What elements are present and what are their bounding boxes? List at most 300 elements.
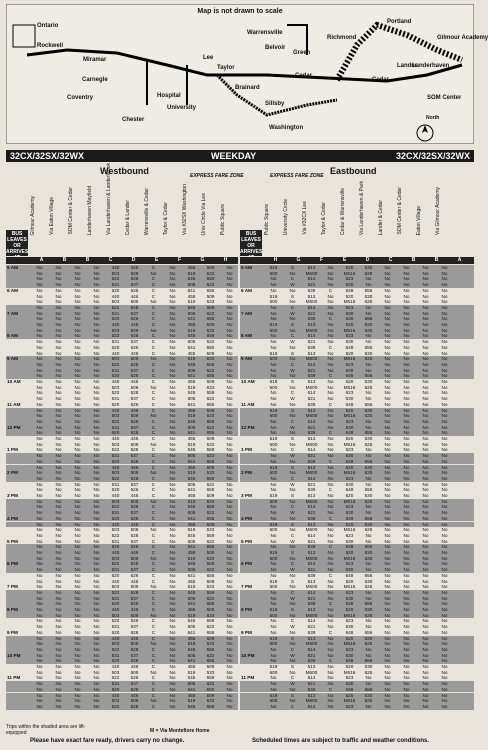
time-cell: No	[327, 641, 334, 647]
time-cell: No	[403, 282, 410, 288]
time-cell: 639	[307, 629, 316, 635]
time-cell: No	[36, 413, 43, 419]
time-cell: No	[270, 658, 277, 664]
time-cell: 623	[345, 390, 354, 396]
time-cell: No	[403, 287, 410, 293]
time-cell: No	[403, 612, 410, 618]
time-cell: No	[226, 515, 233, 521]
time-cell: No	[289, 487, 296, 493]
time-cell: 519	[269, 265, 278, 270]
time-cell: No	[422, 646, 429, 652]
time-cell: W	[290, 282, 295, 288]
time-cell: No	[422, 624, 429, 630]
time-cell: 545	[187, 646, 196, 652]
time-cell: 621	[307, 481, 316, 487]
time-cell: No	[74, 299, 81, 305]
time-cell: C	[151, 703, 156, 709]
time-cell: No	[403, 310, 410, 316]
time-cell: No	[403, 470, 410, 476]
time-cell: No	[384, 698, 391, 704]
time-cell: No	[55, 464, 62, 470]
time-cell: 630	[345, 538, 354, 544]
time-cell: No	[422, 430, 429, 436]
time-cell: No	[93, 276, 100, 282]
time-cell: M600	[305, 555, 318, 561]
time-cell: No	[93, 515, 100, 521]
time-cell: No	[422, 601, 429, 607]
time-cell: No	[422, 652, 429, 658]
time-cell: 509	[130, 470, 139, 476]
time-cell: 533	[206, 270, 215, 276]
time-cell: No	[93, 282, 100, 288]
time-cell: S	[290, 379, 295, 384]
time-cell: No	[441, 521, 448, 527]
time-cell: No	[93, 607, 100, 612]
time-cell: 648	[345, 601, 354, 607]
time-cell: 509	[130, 641, 139, 647]
time-cell: No	[55, 686, 62, 692]
time-cell: No	[36, 538, 43, 544]
time-cell: No	[289, 384, 296, 390]
time-cell: No	[422, 350, 429, 356]
hour-label: 11 PM	[241, 675, 255, 681]
east-column-header: Taylor & Cedar	[321, 201, 327, 235]
time-cell: 520	[345, 293, 354, 299]
map-label: Hospital	[157, 93, 181, 99]
map-label: SOM Center	[427, 95, 462, 101]
time-cell: No	[226, 265, 233, 270]
time-cell: 519	[187, 584, 196, 590]
time-cell: No	[55, 424, 62, 430]
map-label: Taylor	[217, 65, 235, 71]
time-cell: 655	[206, 316, 215, 322]
column-letter: A	[39, 257, 44, 263]
time-cell: S	[290, 293, 295, 299]
time-cell: No	[226, 538, 233, 544]
time-cell: 648	[345, 544, 354, 550]
time-cell: No	[55, 504, 62, 510]
time-cell: No	[422, 515, 429, 521]
time-cell: No	[55, 703, 62, 709]
time-cell: No	[422, 333, 429, 339]
time-cell: No	[93, 692, 100, 698]
time-cell: No	[55, 418, 62, 424]
time-cell: No	[384, 567, 391, 573]
time-cell: No	[169, 304, 176, 310]
time-cell: No	[403, 339, 410, 345]
hour-label: 11 AM	[241, 401, 255, 407]
column-letter: E	[342, 257, 347, 263]
time-cell: No	[403, 316, 410, 322]
time-cell: No	[441, 515, 448, 521]
time-cell: 559	[206, 361, 215, 367]
time-cell: No	[384, 475, 391, 481]
time-cell: C	[151, 550, 156, 555]
time-cell: 630	[345, 310, 354, 316]
time-cell: 622	[206, 538, 215, 544]
time-cell: No	[55, 367, 62, 373]
time-cell: 545	[187, 390, 196, 396]
time-cell: No	[441, 550, 448, 555]
time-cell: No	[226, 504, 233, 510]
time-cell: No	[403, 379, 410, 384]
time-cell: No	[384, 379, 391, 384]
time-cell: No	[441, 567, 448, 573]
time-cell: 530	[364, 521, 373, 527]
map-label: Cedar	[372, 77, 390, 83]
time-cell: No	[226, 436, 233, 441]
time-cell: No	[36, 350, 43, 356]
time-cell: No	[93, 344, 100, 350]
time-cell: No	[36, 487, 43, 493]
time-cell: No	[403, 407, 410, 413]
time-cell: 621	[307, 282, 316, 288]
column-letter: E	[154, 257, 159, 263]
time-cell: 656	[364, 430, 373, 436]
time-cell: 455	[187, 293, 196, 299]
time-cell: No	[403, 401, 410, 407]
time-cell: No	[384, 504, 391, 510]
time-cell: No	[36, 322, 43, 327]
time-cell: No	[327, 384, 334, 390]
eastbound-title: Eastbound	[330, 166, 377, 176]
time-cell: No	[55, 475, 62, 481]
time-cell: No	[74, 413, 81, 419]
time-cell: No	[270, 282, 277, 288]
time-cell: 600	[269, 384, 278, 390]
time-cell: No	[403, 664, 410, 669]
time-cell: C	[151, 589, 156, 595]
time-cell: No	[365, 681, 372, 687]
hour-label: 7 PM	[7, 584, 18, 590]
time-cell: No	[150, 612, 157, 618]
time-cell: 509	[130, 270, 139, 276]
time-cell: No	[36, 612, 43, 618]
time-cell: No	[74, 601, 81, 607]
time-cell: No	[365, 646, 372, 652]
time-cell: No	[74, 658, 81, 664]
time-cell: 639	[307, 373, 316, 379]
time-cell: 528	[130, 447, 139, 453]
time-cell: No	[150, 356, 157, 362]
time-cell: No	[289, 572, 296, 578]
time-cell: No	[55, 384, 62, 390]
time-cell: 513	[307, 350, 316, 356]
time-cell: 446	[130, 578, 139, 584]
time-cell: No	[36, 265, 43, 270]
time-cell: 520	[345, 607, 354, 612]
column-letter: B	[85, 257, 90, 263]
time-cell: No	[226, 350, 233, 356]
time-cell: No	[384, 675, 391, 681]
time-cell: No	[74, 567, 81, 573]
time-cell: No	[169, 567, 176, 573]
time-cell: No	[169, 287, 176, 293]
time-cell: 648	[345, 572, 354, 578]
time-cell: 648	[345, 430, 354, 436]
time-cell: C	[328, 572, 333, 578]
time-cell: 520	[345, 550, 354, 555]
time-cell: No	[55, 561, 62, 567]
time-cell: 620	[111, 629, 120, 635]
time-cell: C	[290, 475, 295, 481]
time-cell: 600	[269, 299, 278, 305]
time-cell: No	[226, 390, 233, 396]
time-cell: No	[74, 504, 81, 510]
time-cell: No	[422, 453, 429, 459]
time-cell: 513	[307, 322, 316, 327]
time-cell: C	[151, 493, 156, 498]
time-cell: 656	[364, 572, 373, 578]
time-cell: No	[93, 304, 100, 310]
time-cell: No	[93, 413, 100, 419]
time-cell: No	[55, 373, 62, 379]
time-cell: No	[36, 344, 43, 350]
time-cell: 520	[345, 464, 354, 470]
time-cell: No	[327, 567, 334, 573]
time-cell: No	[289, 270, 296, 276]
map-label: Landerhaven	[412, 63, 450, 69]
time-cell: No	[36, 510, 43, 516]
west-column-header: Landerhaven Mayfield	[87, 185, 93, 235]
time-cell: 559	[206, 532, 215, 538]
time-cell: No	[441, 339, 448, 345]
time-cell: 623	[345, 504, 354, 510]
time-cell: 625	[364, 641, 373, 647]
time-cell: 639	[307, 316, 316, 322]
time-cell: No	[36, 544, 43, 550]
time-cell: 509	[206, 521, 215, 527]
time-cell: 530	[364, 635, 373, 641]
time-cell: No	[93, 430, 100, 436]
time-cell: 620	[111, 344, 120, 350]
time-cell: 455	[187, 692, 196, 698]
time-cell: 655	[206, 601, 215, 607]
time-cell: No	[422, 686, 429, 692]
time-cell: 533	[206, 612, 215, 618]
time-cell: No	[270, 618, 277, 624]
time-cell: 528	[130, 675, 139, 681]
time-cell: No	[422, 265, 429, 270]
time-cell: 509	[130, 555, 139, 561]
time-cell: C	[290, 504, 295, 510]
time-cell: No	[74, 379, 81, 384]
time-cell: No	[226, 703, 233, 709]
time-cell: No	[270, 561, 277, 567]
time-cell: 600	[269, 441, 278, 447]
time-cell: No	[384, 270, 391, 276]
time-cell: No	[36, 339, 43, 345]
time-cell: No	[365, 703, 372, 709]
time-cell: No	[169, 504, 176, 510]
time-cell: No	[270, 487, 277, 493]
time-cell: No	[169, 322, 176, 327]
time-cell: 509	[130, 299, 139, 305]
time-cell: C	[151, 532, 156, 538]
shaded-footnote: Trips within the shaded area are lift-equipped	[6, 724, 86, 736]
time-cell: No	[226, 373, 233, 379]
time-cell: C	[151, 681, 156, 687]
time-cell: M600	[305, 527, 318, 533]
west-column-header: Taylor & Cedar	[163, 201, 169, 235]
time-cell: No	[169, 641, 176, 647]
time-cell: No	[74, 447, 81, 453]
time-cell: 622	[206, 510, 215, 516]
time-cell: No	[150, 299, 157, 305]
time-cell: No	[55, 629, 62, 635]
time-cell: 537	[130, 652, 139, 658]
time-cell: No	[441, 350, 448, 356]
time-cell: No	[403, 624, 410, 630]
time-cell: No	[169, 293, 176, 299]
time-cell: No	[327, 333, 334, 339]
time-cell: No	[55, 481, 62, 487]
time-cell: No	[36, 641, 43, 647]
time-cell: 503	[111, 584, 120, 590]
time-cell: No	[441, 407, 448, 413]
time-cell: No	[169, 470, 176, 476]
time-cell: 620	[111, 458, 120, 464]
time-cell: 545	[187, 304, 196, 310]
time-cell: No	[74, 675, 81, 681]
time-cell: No	[289, 287, 296, 293]
time-cell: C	[151, 618, 156, 624]
time-cell: No	[226, 287, 233, 293]
time-cell: No	[422, 276, 429, 282]
time-cell: C	[151, 276, 156, 282]
time-cell: 528	[130, 646, 139, 652]
time-cell: 656	[364, 601, 373, 607]
time-cell: No	[441, 436, 448, 441]
time-cell: No	[93, 361, 100, 367]
time-cell: 623	[345, 646, 354, 652]
time-cell: No	[74, 624, 81, 630]
time-cell: 509	[130, 612, 139, 618]
time-cell: 545	[187, 561, 196, 567]
time-cell: 641	[187, 344, 196, 350]
column-letter: C	[388, 257, 393, 263]
time-cell: No	[384, 333, 391, 339]
time-cell: No	[384, 601, 391, 607]
time-cell: No	[384, 407, 391, 413]
time-cell: 625	[364, 555, 373, 561]
time-cell: No	[384, 316, 391, 322]
time-cell: 648	[345, 487, 354, 493]
time-cell: No	[93, 396, 100, 402]
time-cell: 455	[187, 578, 196, 584]
time-cell: No	[403, 572, 410, 578]
time-cell: No	[36, 401, 43, 407]
time-cell: No	[441, 669, 448, 675]
time-cell: No	[150, 527, 157, 533]
time-cell: No	[441, 681, 448, 687]
time-cell: No	[384, 356, 391, 362]
time-cell: C	[290, 418, 295, 424]
time-cell: 655	[206, 430, 215, 436]
time-cell: 625	[364, 299, 373, 305]
time-cell: 446	[130, 350, 139, 356]
time-cell: 503	[111, 413, 120, 419]
time-cell: 440	[111, 436, 120, 441]
west-letter-row	[6, 257, 238, 264]
time-cell: No	[327, 356, 334, 362]
time-cell: 455	[187, 664, 196, 669]
time-cell: No	[169, 515, 176, 521]
time-cell: No	[422, 567, 429, 573]
time-cell: No	[403, 538, 410, 544]
time-cell: No	[289, 327, 296, 333]
time-cell: No	[93, 356, 100, 362]
time-cell: 605	[187, 367, 196, 373]
time-cell: No	[403, 550, 410, 555]
time-cell: 531	[111, 538, 120, 544]
time-cell: 520	[345, 407, 354, 413]
time-cell: No	[150, 470, 157, 476]
time-cell: 625	[364, 498, 373, 504]
time-cell: S	[290, 322, 295, 327]
time-cell: No	[384, 624, 391, 630]
time-cell: 531	[111, 681, 120, 687]
time-cell: No	[169, 595, 176, 601]
time-cell: No	[441, 361, 448, 367]
time-cell: 622	[206, 652, 215, 658]
time-cell: 614	[307, 561, 316, 567]
time-cell: No	[403, 658, 410, 664]
map-label: Chester	[122, 117, 145, 123]
time-cell: No	[327, 646, 334, 652]
time-cell: 639	[307, 686, 316, 692]
time-cell: 639	[307, 572, 316, 578]
time-cell: 639	[307, 601, 316, 607]
time-cell: No	[289, 498, 296, 504]
time-cell: 641	[187, 601, 196, 607]
time-cell: No	[422, 675, 429, 681]
time-cell: No	[55, 401, 62, 407]
time-cell: 503	[111, 470, 120, 476]
time-cell: 620	[111, 487, 120, 493]
time-cell: 522	[111, 333, 120, 339]
time-cell: No	[55, 322, 62, 327]
time-cell: No	[422, 589, 429, 595]
time-cell: No	[441, 322, 448, 327]
westbound-title: Westbound	[100, 166, 149, 176]
time-cell: W	[290, 681, 295, 687]
time-cell: No	[169, 430, 176, 436]
time-cell: 605	[187, 396, 196, 402]
time-cell: No	[441, 327, 448, 333]
time-cell: No	[169, 367, 176, 373]
east-column-header: SOM Center & Cedar	[397, 187, 403, 235]
time-cell: No	[169, 703, 176, 709]
time-cell: No	[93, 550, 100, 555]
time-cell: No	[365, 624, 372, 630]
time-cell: No	[327, 361, 334, 367]
time-cell: 626	[130, 401, 139, 407]
time-cell: No	[270, 458, 277, 464]
time-cell: 509	[206, 350, 215, 356]
time-cell: 623	[345, 532, 354, 538]
time-cell: 455	[187, 493, 196, 498]
time-cell: No	[441, 424, 448, 430]
time-cell: 513	[307, 635, 316, 641]
time-cell: No	[226, 544, 233, 550]
time-cell: 530	[364, 265, 373, 270]
hour-label: 3 PM	[7, 493, 18, 498]
hour-label: 11 PM	[7, 675, 21, 681]
time-cell: No	[422, 379, 429, 384]
time-cell: 509	[130, 527, 139, 533]
time-cell: No	[441, 612, 448, 618]
